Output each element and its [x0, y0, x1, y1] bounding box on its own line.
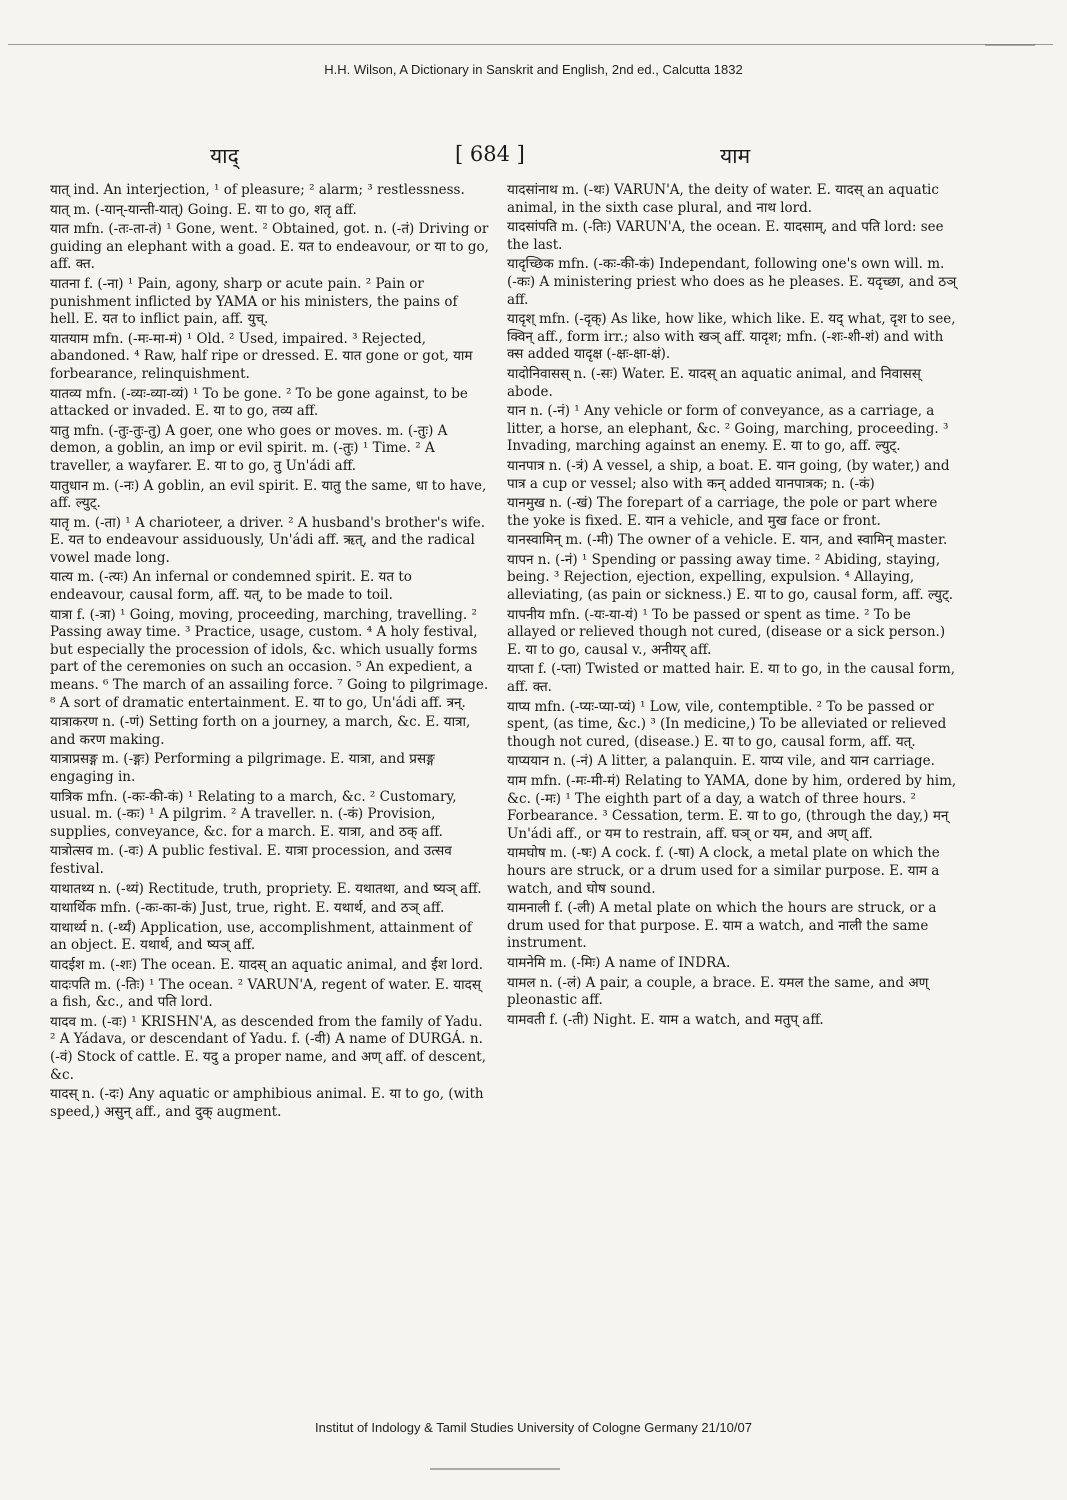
- dictionary-entry: यातना f. (-ना) ¹ Pain, agony, sharp or acute pain. ² Pain or punishment inflicted by YAMA or his ministers, the pains of hell. E. यत to inflict pain, aff. युच्.: [50, 275, 458, 328]
- header-right-word: याम: [720, 144, 751, 168]
- dictionary-entry: यादसांनाथ m. (-थः) VARUN'A, the deity of water. E. यादस् an aquatic animal, in the sixth case plural, and नाथ lord.: [507, 182, 939, 216]
- dictionary-entry: यापनीय mfn. (-यः-या-यं) ¹ To be passed or spent as time. ² To be allayed or relieved though not cured, (disease or a sick person.) E. या to go, causal v., अनीयर् aff.: [507, 606, 946, 658]
- dictionary-entry: याथार्थिक mfn. (-कः-का-कं) Just, true, right. E. यथार्थ, and ठञ् aff.: [50, 900, 445, 917]
- dictionary-entry: यानमुख n. (-खं) The forepart of a carriage, the pole or part where the yoke is fixed. E. यान a vehicle, and मुख face or front.: [507, 495, 938, 529]
- dictionary-entry: यात्राप्रसङ्ग m. (-ङ्गः) Performing a pilgrimage. E. यात्रा, and प्रसङ्ग engaging in.: [50, 751, 435, 785]
- dictionary-entry: यादृश् mfn. (-दृक्) As like, how like, which like. E. यद् what, दृश to see, क्विन् aff., form irr.; also with खञ् aff. यादृश; mfn. (-शः-शी-शं) and with क्स added यादृक्ष (-क्षः-क्षा-क्षं).: [507, 311, 956, 363]
- left-column: [50, 182, 490, 1123]
- dictionary-entry: यादोनिवासस् n. (-सः) Water. E. यादस् an aquatic animal, and निवासस् abode.: [507, 365, 921, 400]
- top-rule: [8, 44, 1053, 45]
- dictionary-entry: यामवती f. (-ती) Night. E. याम a watch, and मतुप् aff.: [507, 1011, 824, 1028]
- dictionary-entry: यामनेमि m. (-मिः) A name of INDRA.: [507, 954, 731, 971]
- scan-mark: [985, 44, 1035, 46]
- dictionary-entry: यामल n. (-लं) A pair, a couple, a brace. E. यमल the same, and अण् pleonastic aff.: [507, 974, 929, 1009]
- dictionary-entry: यादसांपति m. (-तिः) VARUN'A, the ocean. E. यादसाम्, and पति lord: see the last.: [507, 219, 944, 253]
- dictionary-entry: यात mfn. (-तः-ता-तं) ¹ Gone, went. ² Obtained, got. n. (-तं) Driving or guiding an elephant with a goad. E. यत to endeavour, or या to go, aff. क्त.: [50, 221, 489, 273]
- dictionary-entry: यात्रा f. (-त्रा) ¹ Going, moving, proceeding, marching, travelling. ² Passing away time. ³ Practice, usage, custom. ⁴ A holy festival, but especially the procession of idols, &c. which usually forms part of the ceremonies on such an occasion. ⁵ An expedient, a means. ⁶ The march of an assailing force. ⁷ Going to pilgrimage. ⁸ A sort of dramatic entertainment. E. या to go, Un'ádi aff. त्रन्.: [50, 606, 489, 711]
- dictionary-entry: याप्ययान n. (-नं) A litter, a palanquin. E. याप्य vile, and यान carriage.: [507, 753, 935, 770]
- dictionary-entry: याथातथ्य n. (-थ्यं) Rectitude, truth, propriety. E. यथातथा, and ष्यञ् aff.: [50, 880, 482, 897]
- dictionary-entry: यात् ind. An interjection, ¹ of pleasure; ² alarm; ³ restlessness.: [50, 182, 465, 198]
- dictionary-entry: यात् m. (-यान्-यान्ती-यात्) Going. E. या to go, शतृ aff.: [50, 201, 357, 218]
- dictionary-entry: यात्राकरण n. (-णं) Setting forth on a journey, a march, &c. E. यात्रा, and करण making.: [50, 714, 471, 748]
- source-line: H.H. Wilson, A Dictionary in Sanskrit and English, 2nd ed., Calcutta 1832: [324, 62, 743, 77]
- dictionary-entry: यादव m. (-वः) ¹ KRISHN'A, as descended from the family of Yadu. ² A Yádava, or descendant of Yadu. f. (-वी) A name of DURGÁ. n. (-वं) Stock of cattle. E. यदु a proper name, and अण् aff. of descent, &c.: [50, 1013, 486, 1083]
- dictionary-entry: यादईश m. (-शः) The ocean. E. यादस् an aquatic animal, and ईश lord.: [50, 956, 484, 973]
- dictionary-entry: यात्य m. (-त्यः) An infernal or condemned spirit. E. यत to endeavour, causal form, aff. यत्, to be made to toil.: [50, 569, 412, 604]
- dictionary-entry: यात्रोत्सव m. (-वः) A public festival. E. यात्रा procession, and उत्सव festival.: [50, 843, 452, 877]
- dictionary-entry: यामनाली f. (-ली) A metal plate on which the hours are struck, or a drum used for that purpose. E. याम a watch, and नाली the same instrument.: [507, 900, 937, 952]
- dictionary-entry: यातुधान m. (-नः) A goblin, an evil spirit. E. यातु the same, धा to have, aff. ल्युट्.: [50, 477, 487, 512]
- dictionary-entry: यानस्वामिन् m. (-मी) The owner of a vehicle. E. यान, and स्वामिन् master.: [507, 532, 948, 549]
- dictionary-entry: याम mfn. (-मः-मी-मं) Relating to YAMA, done by him, ordered by him, &c. (-मः) ¹ The eighth part of a day, a watch of three hours. ² Forbearance. ³ Cessation, term. E. या to go, (through the day,) मन् Un'ádi aff., or यम to restrain, aff. घञ् or यम, and अण् aff.: [507, 773, 957, 842]
- dictionary-entry: यादस् n. (-दः) Any aquatic or amphibious animal. E. या to go, (with speed,) असुन् aff., and दुक् augment.: [50, 1086, 484, 1120]
- dictionary-entry: याप्य mfn. (-प्यः-प्या-प्यं) ¹ Low, vile, contemptible. ² To be passed or spent, (as time, &c.) ³ (In medicine,) To be alleviated or relieved though not cured, (disease.) E. या to go, causal form, aff. यत्.: [507, 698, 947, 750]
- dictionary-entry: याप्ता f. (-प्ता) Twisted or matted hair. E. या to go, in the causal form, aff. क्त.: [507, 661, 956, 696]
- page-number: [ 684 ]: [455, 142, 525, 166]
- dictionary-entry: यानपात्र n. (-त्रं) A vessel, a ship, a boat. E. यान going, (by water,) and पात्र a cup or vessel; also with कन् added यानपात्रक; n. (-कं): [507, 457, 950, 492]
- dictionary-entry: यान n. (-नं) ¹ Any vehicle or form of conveyance, as a carriage, a litter, a horse, an elephant, &c. ² Going, marching, proceeding. ³ Invading, marching against an enemy. E. या to go, aff. ल्युट्.: [507, 403, 949, 455]
- scan-mark: [430, 1468, 560, 1470]
- dictionary-entry: यातृ m. (-ता) ¹ A charioteer, a driver. ² A husband's brother's wife. E. यत to endeavour assiduously, Un'ádi aff. ऋत्, and the radical vowel made long.: [50, 514, 485, 566]
- dictionary-entry: यातु mfn. (-तुः-तुः-तु) A goer, one who goes or moves. m. (-तुः) A demon, a goblin, an imp or evil spirit. m. (-तुः) ¹ Time. ² A traveller, a wayfarer. E. या to go, तु Un'ádi aff.: [50, 422, 448, 474]
- dictionary-entry: याथार्थ्य n. (-र्थ्यं) Application, use, accomplishment, attainment of an object. E. यथार्थ, and ष्यञ् aff.: [50, 919, 472, 954]
- dictionary-entry: यात्रिक mfn. (-कः-की-कं) ¹ Relating to a march, &c. ² Customary, usual. m. (-कः) ¹ A pilgrim. ² A traveller. n. (-कं) Provision, supplies, conveyance, &c. for a march. E. यात्रा, and ठक् aff.: [50, 788, 457, 840]
- footer-line: Institut of Indology & Tamil Studies University of Cologne Germany 21/10/07: [315, 1420, 752, 1435]
- dictionary-entry: यादःपति m. (-तिः) ¹ The ocean. ² VARUN'A, regent of water. E. यादस् a fish, &c., and पति lord.: [50, 976, 481, 1011]
- dictionary-entry: यातव्य mfn. (-व्यः-व्या-व्यं) ¹ To be gone. ² To be gone against, to be attacked or invaded. E. या to go, तव्य aff.: [50, 385, 468, 420]
- dictionary-entry: यामघोष m. (-षः) A cock. f. (-षा) A clock, a metal plate on which the hours are struck, or a drum used for a similar purpose. E. याम a watch, and घोष sound.: [507, 845, 940, 897]
- right-column: [507, 182, 957, 1031]
- dictionary-entry: यादृच्छिक mfn. (-कः-की-कं) Independant, following one's own will. m. (-कः) A ministering priest who does as he pleases. E. यदृच्छा, and ठञ् aff.: [507, 256, 957, 308]
- dictionary-entry: यातयाम mfn. (-मः-मा-मं) ¹ Old. ² Used, impaired. ³ Rejected, abandoned. ⁴ Raw, half ripe or dressed. E. यात gone or got, याम forbearance, relinquishment.: [50, 330, 473, 382]
- header-left-word: याद्: [210, 144, 239, 168]
- dictionary-entry: यापन n. (-नं) ¹ Spending or passing away time. ² Abiding, staying, being. ³ Rejection, ejection, expelling, expulsion. ⁴ Allaying, alleviating, (as pain or sickness.) E. या to go, causal form, aff. ल्युट्.: [507, 551, 954, 604]
